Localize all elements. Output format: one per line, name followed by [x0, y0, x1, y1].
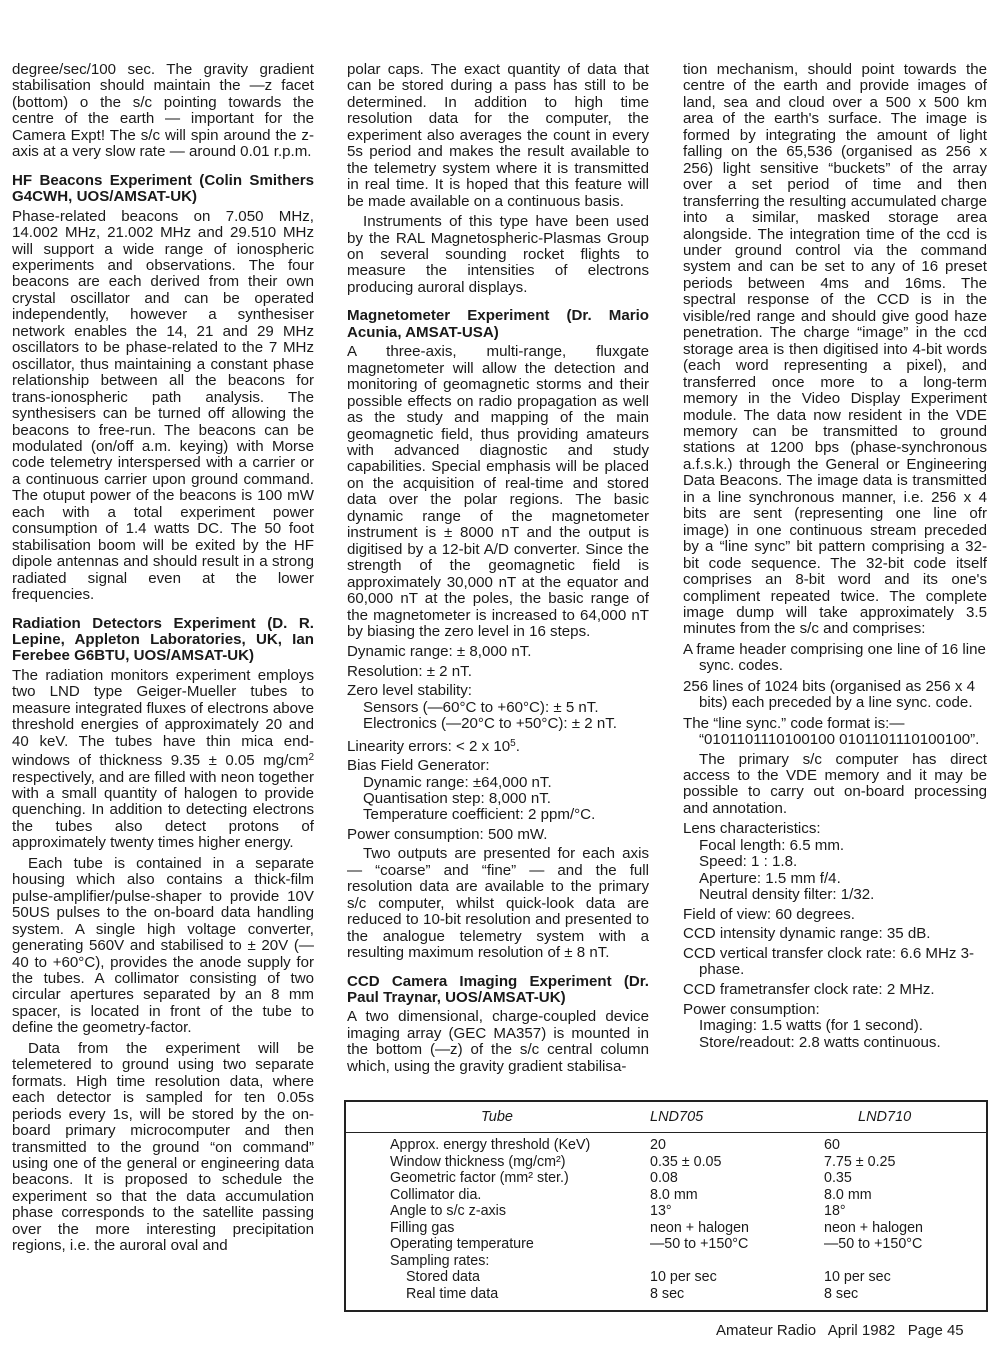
hf-beacons-heading: HF Beacons Experiment (Colin Smithers G4CWH, UOS/AMSAT-UK) [12, 171, 314, 206]
table-row [346, 1137, 986, 1154]
line-sync-format [683, 716, 987, 749]
column-2 [347, 62, 649, 1079]
lens-characteristics [683, 821, 987, 903]
polar-caps-paragraph: polar caps. The exact quantity of data that can be stored during a pass has still to be determined. In addition to high time resolution data for the computer, the experiment also averages the count in every 5s period and makes the result available to the telemetry system where it is transmitted in real time. It is hoped that this feature will be made available on a continuous basis. [347, 61, 649, 210]
spec-dynamic-range: Dynamic range: ± 8,000 nT. [347, 643, 532, 661]
outputs-paragraph: Two outputs are presented for each axis — “coarse” and “fine” — and the full resolution data are available to the primary s/c computer, whilst quick-look data are reduced to 10-bit resolution and presented to the analogue telemetry system with a resulting maximum resolution of ± 8 nT. [347, 845, 649, 962]
radiation-paragraph-3: Data from the experiment will be telemetered to ground using two separate formats. High time resolution data, where each detector is sampled for ten 0.05s periods every 1s, will be stored by the on-board primary microcomputer and then transmitted to the ground “on command” using one of the general or engineering data beacons. It is proposed to schedule the experiment so that the data accumulation phase corresponds to the satellite passing over the more interesting precipitation regions, i.e. the auroral oval and [12, 1039, 314, 1255]
column-1 [12, 62, 314, 1259]
spec-bias-label: Bias Field Generator: [347, 757, 490, 775]
spec-linearity [347, 736, 649, 755]
table-row [346, 1203, 986, 1220]
row-lnd705: 20 [650, 1137, 666, 1153]
row-lnd710: 0.35 [824, 1170, 852, 1186]
ccd-continued-paragraph: tion mechanism, should point towards the centre of the earth and provide images of land, sea and cloud over a 500 x 500 km area of the earth's surface. The image is formed by integrating the amount of light falling on the 65,536 (organised as 256 x 256) light sensitive “buckets” of the array over a set period of time and then transferring the resulting accumulated charge into a similar, masked storage area alongside. The integration time of the ccd is under ground control via the command system and can be set to any of 16 preset periods between 4ms and 16ms. The spectral response of the CCD is in the visible/red range and should give good haze penetration. The charge “image” in the ccd storage area is then digitised into 4-bit words (each word representing a pixel), and transferred once more to a long-term memory in the Video Display Experiment module. The data now resident in the VDE memory can be transmitted to ground stations at 1200 bps (phase-synchronous a.f.s.k.) through the General or Engineering Data Beacons. The image data is transmitted in a line synchronous manner, i.e. 256 x 4 bits are sent (representing one line ofr image) in one continuous stream preceded by a “line sync” bit pattern comprising a 32-bit code sequence. The 32-bit code itself comprises an 8-bit word and its one's compliment repeated twice. The complete image dump will take approximately 3.5 minutes from the s/c and comprises: [683, 61, 987, 638]
row-lnd710: —50 to +150°C [824, 1236, 923, 1252]
table-body [346, 1137, 986, 1302]
row-label: Angle to s/c z-axis [390, 1203, 507, 1219]
intro-paragraph: degree/sec/100 sec. The gravity gradient stabilisation should maintain the —z facet (bottom) o the s/c pointing towards the centre of the earth — important for the Camera Expt! The s/c will spin around the z-axis at a very slow rate — around 0.01 r.p.m. [12, 61, 314, 161]
spec-zero-level [347, 683, 649, 732]
spec-sensors: Sensors (—60°C to +60°C): ± 5 nT. [363, 698, 599, 716]
row-lnd710: 8.0 mm [824, 1186, 872, 1203]
linearity-exponent: 5 [510, 737, 516, 749]
table-row [346, 1187, 986, 1204]
ccd-body: A two dimensional, charge-coupled device imaging array (GEC MA357) is mounted in the bottom (—z) of the s/c central column which, using the gravity gradient stabilisa- [347, 1008, 649, 1075]
column-3 [683, 62, 987, 1054]
spec-power: Power consumption: 500 mW. [347, 825, 548, 843]
row-lnd705: neon + halogen [650, 1219, 749, 1236]
spec-bias-range: Dynamic range: ±64,000 nT. [363, 773, 552, 791]
hf-beacons-body: Phase-related beacons on 7.050 MHz, 14.002 MHz, 21.002 MHz and 29.510 MHz will support a wide range of ionospheric experiments and observations. The four beacons are each derived from their own crystal oscillator and can be operated independently, however a synthesiser network enables the 14, 21 and 29 MHz oscillators to be phase-related to the 7 MHz oscillator, thus maintaining a constant phase relationship between all the beacons for trans-ionospheric path analysis. The synthesisers can be turned off allowing the beacons to free-run. The beacons can be modulated (on/off a.m. keying) with Morse code telemetry interspersed with a carrier or a continuous carrier upon ground command. The otuput power of the beacons is 100 mW each with a total experiment power consumption of 1.4 watts DC. The 50 foot stabilisation boom will be exited by the HF dipole antennas and should result in a strong radiated signal even at the lower frequencies. [12, 207, 314, 604]
row-lnd705: 8.0 mm [650, 1186, 698, 1203]
row-label: Stored data [406, 1269, 480, 1285]
spec-electronics: Electronics (—20°C to +50°C): ± 2 nT. [363, 715, 617, 733]
instruments-paragraph: Instruments of this type have been used by the RAL Magnetospheric-Plasmas Group on several sounding rocket flights to measure the intensities of electrons producing auroral displays. [347, 213, 649, 296]
spec-zero-label: Zero level stability: [347, 682, 472, 700]
list-item-frame-header: A frame header comprising one line of 16 line sync. codes. [683, 640, 986, 675]
lens-label: Lens characteristics: [683, 820, 821, 838]
tube-specs-table [344, 1100, 988, 1312]
row-label: Approx. energy threshold (KeV) [390, 1137, 591, 1153]
row-label: Window thickness (mg/cm²) [390, 1153, 566, 1170]
header-lnd705: LND705 [650, 1109, 704, 1125]
row-lnd710: 7.75 ± 0.25 [824, 1153, 896, 1170]
row-lnd705: —50 to +150°C [650, 1236, 749, 1252]
lens-speed: Speed: 1 : 1.8. [699, 853, 798, 871]
line-sync-code: “0101101110100100 0101101110100100”. [699, 731, 980, 749]
radiation-text-a: The radiation monitors experiment employs two LND type Geiger-Mueller tubes to measure integrated fluxes of electrons above threshold energies of approximately 20 and 40 keV. The tubes have thin mica end-windows of thickness 9.35 ± 0.05 mg/cm [12, 666, 314, 770]
table-header [346, 1102, 986, 1133]
spec-bias-quant: Quantisation step: 8,000 nT. [363, 790, 551, 808]
row-lnd710: 18° [824, 1203, 846, 1219]
row-lnd710: 60 [824, 1137, 840, 1153]
ccd-heading: CCD Camera Imaging Experiment (Dr. Paul Traynar, UOS/AMSAT-UK) [347, 972, 649, 1007]
list-item-lines: 256 lines of 1024 bits (organised as 256 x 4 bits) each preceded by a line sync. code. [683, 677, 976, 712]
linearity-end: . [515, 737, 520, 755]
radiation-text-b: respectively, and are filled with neon together with a small quantity of halogen to provide quenching. In addition to detecting electrons the tubes also detect protons of approximately twenty times higher energy. [12, 768, 314, 852]
table-row [346, 1253, 986, 1270]
header-tube: Tube [481, 1109, 513, 1125]
lens-aperture: Aperture: 1.5 mm f/4. [699, 869, 841, 887]
row-lnd710: neon + halogen [824, 1219, 923, 1236]
superscript: 2 [308, 752, 314, 764]
power-consumption [683, 1002, 987, 1051]
spec-resolution: Resolution: ± 2 nT. [347, 662, 472, 680]
power-store: Store/readout: 2.8 watts continuous. [699, 1033, 941, 1051]
row-label: Sampling rates: [390, 1252, 490, 1269]
table-row [346, 1154, 986, 1171]
row-label: Collimator dia. [390, 1186, 482, 1203]
page-footer: Amateur Radio April 1982 Page 45 [716, 1322, 964, 1339]
field-of-view: Field of view: 60 degrees. [683, 905, 855, 923]
row-label: Real time data [406, 1285, 499, 1302]
magnetometer-heading: Magnetometer Experiment (Dr. Mario Acunia, AMSAT-USA) [347, 307, 649, 341]
table-row [346, 1220, 986, 1237]
row-lnd705: 0.35 ± 0.05 [650, 1153, 722, 1170]
header-lnd710: LND710 [858, 1109, 912, 1125]
row-label: Geometric factor (mm² ster.) [390, 1170, 569, 1186]
row-lnd705: 10 per sec [650, 1269, 717, 1285]
row-label: Filling gas [390, 1219, 455, 1236]
primary-computer-paragraph: The primary s/c computer has direct access to the VDE memory and it may be possible to carry out on-board processing and annotation. [683, 750, 987, 817]
table-row [346, 1170, 986, 1187]
linearity-text: Linearity errors: < 2 x 10 [347, 737, 511, 755]
row-lnd710: 8 sec [824, 1285, 859, 1302]
row-label: Operating temperature [390, 1236, 534, 1252]
power-label: Power consumption: [683, 1000, 820, 1018]
radiation-paragraph-1 [12, 668, 314, 852]
ccd-vertical-clock: CCD vertical transfer clock rate: 6.6 MHz 3-phase. [683, 944, 975, 979]
power-imaging: Imaging: 1.5 watts (for 1 second). [699, 1017, 923, 1035]
spec-bias-field [347, 758, 649, 824]
ccd-frametransfer-clock: CCD frametransfer clock rate: 2 MHz. [683, 981, 935, 999]
table-row [346, 1269, 986, 1286]
radiation-paragraph-2: Each tube is contained in a separate housing which also contains a thick-film pulse-amplifier/pulse-shaper to provide 10V 50US pulses to the on-board data handling system. A single high voltage converter, generating 560V and stabilised to ± 20V (—40 to +60°C), provides the anode supply for the tubes. A collimator consisting of two circular apertures separated by an 8 mm spacer, is located in front of the tube to define the geometry-factor. [12, 854, 314, 1037]
row-lnd710: 10 per sec [824, 1269, 891, 1285]
line-sync-label: The “line sync.” code format is:— [683, 714, 905, 732]
magnetometer-body: A three-axis, multi-range, fluxgate magnetometer will allow the detection and monitoring of geomagnetic storms and their possible effects on radio propagation as well as the study and mapping of the main geomagnetic field, thus providing amateurs with advanced diagnostic and study capabilities. Special emphasis will be placed on the acquisition of real-time and stored data over the polar regions. The basic dynamic range of the magnetometer instrument is ± 8000 nT and the output is digitised by a 12-bit A/D converter. Since the strength of the geomagnetic field is approximately 30,000 nT at the equator and 60,000 nT at the poles, the basic range of the magnetometer is increased to 64,000 nT by biasing the zero level in 16 steps. [347, 343, 649, 640]
ccd-dynamic-range: CCD intensity dynamic range: 35 dB. [683, 925, 931, 943]
lens-focal: Focal length: 6.5 mm. [699, 836, 845, 854]
table-row [346, 1236, 986, 1253]
row-lnd705: 0.08 [650, 1170, 678, 1186]
table-row [346, 1286, 986, 1303]
lens-nd-filter: Neutral density filter: 1/32. [699, 886, 875, 904]
row-lnd705: 13° [650, 1203, 672, 1219]
spec-bias-temp: Temperature coefficient: 2 ppm/°C. [363, 806, 596, 824]
radiation-heading: Radiation Detectors Experiment (D. R. Lepine, Appleton Laboratories, UK, Ian Ferebee G6BTU, UOS/AMSAT-UK) [12, 614, 314, 665]
row-lnd705: 8 sec [650, 1285, 685, 1302]
